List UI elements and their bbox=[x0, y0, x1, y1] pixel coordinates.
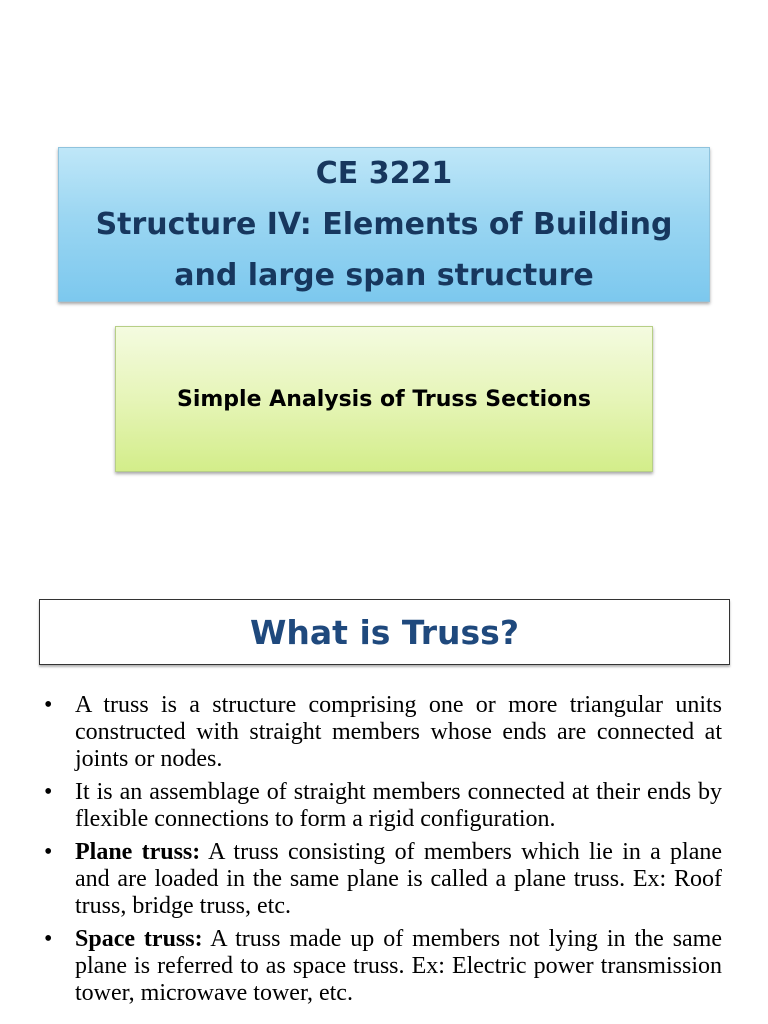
bullet-item-truss-definition bbox=[44, 692, 722, 773]
course-title-line-1: Structure IV: Elements of Building bbox=[95, 207, 673, 242]
bullet-item-space-truss bbox=[44, 926, 722, 1007]
bullet-dot-icon: • bbox=[44, 839, 53, 865]
bullet-text: A truss is a structure comprising one or more triangular units constructed with straight members whose ends are connected at joints or nodes. bbox=[75, 692, 722, 772]
bullet-list bbox=[44, 692, 722, 1013]
subtitle-box bbox=[115, 326, 653, 472]
bullet-item-assemblage bbox=[44, 779, 722, 833]
bullet-item-plane-truss bbox=[44, 839, 722, 920]
course-code: CE 3221 bbox=[315, 156, 453, 191]
title-box bbox=[58, 147, 710, 302]
bullet-term: Plane truss: bbox=[75, 839, 201, 865]
bullet-text: A truss consisting of members which lie in a plane and are loaded in the same plane is called a plane truss. Ex: Roof truss, bridge truss, etc. bbox=[75, 839, 722, 919]
bullet-dot-icon: • bbox=[44, 779, 53, 805]
lecture-subtitle: Simple Analysis of Truss Sections bbox=[176, 386, 591, 412]
heading-box bbox=[39, 599, 730, 665]
bullet-text: A truss made up of members not lying in the same plane is referred to as space truss. Ex: Electric power transmission tower, microwave tower, etc. bbox=[75, 926, 722, 1006]
bullet-dot-icon: • bbox=[44, 692, 53, 718]
slide-heading: What is Truss? bbox=[250, 612, 519, 652]
bullet-dot-icon: • bbox=[44, 926, 53, 952]
content-slide bbox=[0, 576, 768, 1024]
course-title-line-2: and large span structure bbox=[174, 258, 594, 293]
bullet-text: It is an assemblage of straight members connected at their ends by flexible connections to form a rigid configuration. bbox=[75, 779, 722, 832]
bullet-term: Space truss: bbox=[75, 926, 203, 952]
